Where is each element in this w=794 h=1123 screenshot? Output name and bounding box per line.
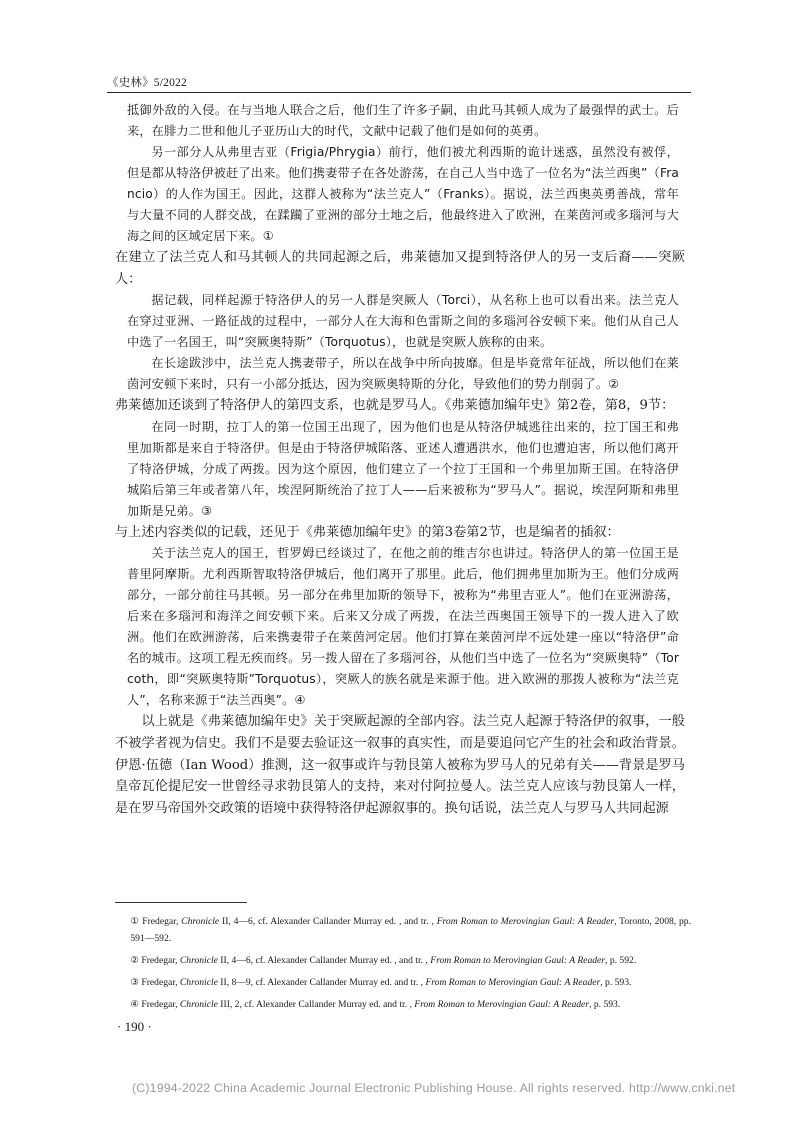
footnotes [115, 913, 691, 1018]
footnote-citation: II, 4—6, cf. Alexander Callander Murray ed. , and tr. , [219, 916, 437, 927]
copyright-watermark: (C)1994-2022 China Academic Journal Electronic Publishing House. All rights reserved. http://www.cnki.net [132, 1081, 736, 1095]
footnote-author: Fredegar, [141, 999, 180, 1010]
body-paragraph: 与上述内容类似的记载，还见于《弗莱德加编年史》的第3卷第2节，也是编者的插叙： [115, 524, 620, 540]
footnote [115, 996, 691, 1013]
header-rule [107, 92, 691, 93]
footnote [115, 974, 691, 991]
footnote-book-title: From Roman to Merovingian Gaul: A Reader [414, 999, 590, 1010]
footnote-number: ① [130, 916, 140, 927]
quote-paragraph: 在同一时期，拉丁人的第一位国王出现了，因为他们也是从特洛伊城逃往出来的，拉丁国王和弗里加斯都是来自于特洛伊。但是由于特洛伊城陷落、亚述人遭遇洪水，他们也遭迫害，所以他们离开了特洛伊城，分成了两拨。因为这个原因，他们建立了一个拉丁王国和一个弗里加斯王国。在特洛伊城陷后第三年或者第八年，埃涅阿斯统治了拉丁人——后来被称为“罗马人”。据说，埃涅阿斯和弗里加斯是兄弟。③ [127, 419, 679, 518]
footnote-pages: , p. 593. [600, 977, 632, 988]
footnote-work-title: Chronicle [179, 977, 218, 988]
footnote-book-title: From Roman to Merovingian Gaul: A Reader [430, 955, 606, 966]
footnote-pages: , p. 593. [589, 999, 621, 1010]
footnote-book-title: From Roman to Merovingian Gaul: A Reader [425, 977, 601, 988]
quote-paragraph: 在长途跋涉中，法兰克人携妻带子，所以在战争中所向披靡。但是毕竟常年征战，所以他们在莱茵河安顿下来时，只有一小部分抵达，因为突厥奥特斯的分化，导致他们的势力削弱了。② [127, 356, 679, 392]
body-paragraph: 以上就是《弗莱德加编年史》关于突厥起源的全部内容。法兰克人起源于特洛伊的叙事，一般不被学者视为信史。我们不是要去验证这一叙事的真实性，而是要追问它产生的社会和政治背景。伊恩·伍德（Ian Wood）推测，这一叙事或许与勃艮第人被称为罗马人的兄弟有关——背景是罗马皇帝瓦伦提尼安一世曾经寻求勃艮第人的支持，来对付阿拉曼人。法兰克人应该与勃艮第人一样，是在罗马帝国外交政策的语境中获得特洛伊起源叙事的。换句话说，法兰克人与罗马人共同起源 [115, 714, 685, 816]
footnote-author: Fredegar, [142, 916, 182, 927]
body-paragraph: 在建立了法兰克人和马其顿人的共同起源之后，弗莱德加又提到特洛伊人的另一支后裔——突厥人： [115, 250, 685, 287]
quote-paragraph: 关于法兰克人的国王，哲罗姆已经谈过了，在他之前的维吉尔也讲过。特洛伊人的第一位国王是普里阿摩斯。尤利西斯智取特洛伊城后，他们离开了那里。此后，他们拥弗里加斯为王。他们分成两部分，一部分前往马其顿。另一部分在弗里加斯的领导下，被称为“弗里吉亚人”。他们在亚洲游荡，后来在多瑙河和海洋之间安顿下来。后来又分成了两拨，在法兰西奥国王领导下的一拨人进入了欧洲。他们在欧洲游荡，后来携妻带子在莱茵河定居。他们打算在莱茵河岸不远处建一座以“特洛伊”命名的城市。这项工程无疾而终。另一拨人留在了多瑙河谷，从他们当中选了一位名为“突厥奥特”（Torcoth，即“突厥奥特斯”Torquotus），突厥人的族名就是来源于他。进入欧洲的那拨人被称为“法兰克人”，名称来源于“法兰西奥”。④ [127, 546, 680, 708]
footnote [115, 913, 691, 947]
footnote-author: Fredegar, [141, 955, 180, 966]
footnote-citation: III, 2, cf. Alexander Callander Murray ed. and tr. , [217, 999, 415, 1010]
quote-paragraph: 另一部分人从弗里吉亚（Frigia/Phrygia）前行，他们被尤利西斯的诡计迷惑，虽然没有被俘，但是都从特洛伊被赶了出来。他们携妻带子在各处游荡，在自己人当中选了一位名为“法兰西奥”（Francio）的人作为国王。因此，这群人被称为“法兰克人”（Franks）。据说，法兰西奥英勇善战，常年与大量不同的人群交战，在蹂躏了亚洲的部分土地之后，他最终进入了欧洲，在莱茵河或多瑙河与大海之间的区域定居下来。① [127, 145, 679, 243]
footnote-rule [115, 902, 247, 903]
footnote-number: ③ [130, 977, 139, 988]
footnote-book-title: From Roman to Merovingian Gaul: A Reader [436, 916, 615, 927]
footnote-work-title: Chronicle [179, 999, 218, 1010]
footnote [115, 952, 691, 969]
quote-paragraph: 抵御外敌的入侵。在与当地人联合之后，他们生了许多子嗣，由此马其顿人成为了最强悍的武士。后来，在腓力二世和他儿子亚历山大的时代，文献中记载了他们是如何的英勇。 [127, 103, 679, 138]
footnote-work-title: Chronicle [179, 955, 218, 966]
footnote-number: ④ [130, 999, 139, 1010]
page-number: · 190 · [117, 1019, 152, 1034]
footnote-pages: , Toronto, 2008, pp. 591—592. [130, 916, 692, 944]
article-body [107, 100, 693, 819]
footnote-citation: II, 4—6, cf. Alexander Callander Murray ed. , and tr. , [217, 955, 431, 966]
footnote-pages: , p. 592. [605, 955, 637, 966]
footnote-work-title: Chronicle [181, 916, 220, 927]
journal-header: 《史林》5/2022 [107, 77, 187, 89]
footnote-author: Fredegar, [141, 977, 180, 988]
footnote-number: ② [130, 955, 139, 966]
footnote-citation: II, 8—9, cf. Alexander Callander Murray ed. and tr. , [217, 977, 426, 988]
body-paragraph: 弗莱德加还谈到了特洛伊人的第四支系，也就是罗马人。《弗莱德加编年史》第2卷，第8，9节： [115, 398, 675, 414]
quote-paragraph: 据记载，同样起源于特洛伊人的另一人群是突厥人（Torci），从名称上也可以看出来。法兰克人在穿过亚洲、一路征战的过程中，一部分人在大海和色雷斯之间的多瑙河谷安顿下来。他们从自己人中选了一名国王，叫“突厥奥特斯”（Torquotus），也就是突厥人族称的由来。 [127, 293, 679, 350]
